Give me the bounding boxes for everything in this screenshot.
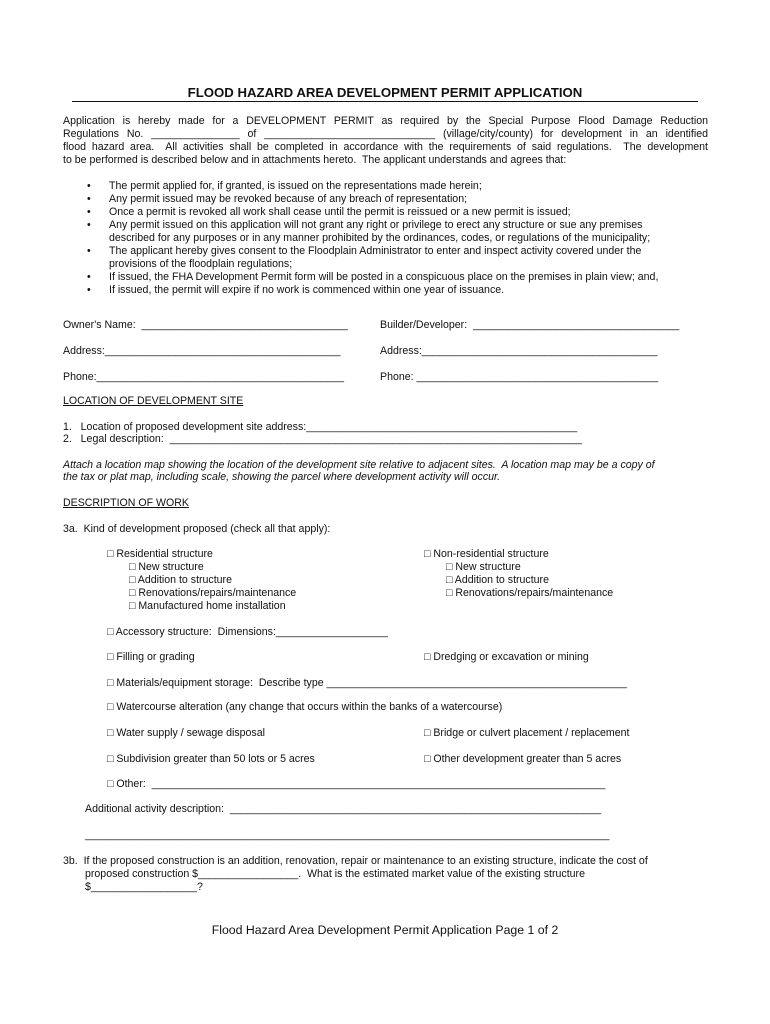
list-item-text: If issued, the permit will expire if no work is commenced within one year of issuance. <box>109 284 505 296</box>
checkbox-icon[interactable]: □ <box>129 600 136 612</box>
owner-phone-field[interactable]: Phone:__________________________________________ <box>63 371 345 383</box>
list-item-text: If issued, the FHA Development Permit form will be posted in a conspicuous place on the premises in plain view; and, <box>109 271 659 283</box>
residential-option[interactable] <box>129 587 296 600</box>
checkbox-icon[interactable]: □ <box>446 587 453 599</box>
bullet-icon: • <box>87 180 91 192</box>
builder-address-field[interactable]: Address:________________________________________ <box>380 345 658 357</box>
checkbox-icon[interactable]: □ <box>107 677 114 689</box>
bullet-icon: • <box>87 271 91 283</box>
checkbox-label: Residential structure <box>116 548 213 560</box>
checkbox-icon[interactable]: □ <box>107 701 114 713</box>
checkbox-icon[interactable]: □ <box>107 548 114 560</box>
checkbox-icon[interactable]: □ <box>107 778 114 790</box>
bridge-checkbox-row[interactable] <box>424 727 629 740</box>
bullet-icon: • <box>87 245 91 257</box>
checkbox-label: Addition to structure <box>454 574 549 586</box>
bullet-icon: • <box>87 284 91 296</box>
checkbox-label: Materials/equipment storage: Describe type ___________________________________________________ <box>116 677 628 689</box>
builder-name-field[interactable]: Builder/Developer: ___________________________________ <box>380 319 680 331</box>
checkbox-label: Non-residential structure <box>433 548 549 560</box>
checkbox-icon[interactable]: □ <box>107 753 114 765</box>
checkbox-icon[interactable]: □ <box>424 727 431 739</box>
list-item <box>63 180 713 193</box>
checkbox-label: Watercourse alteration (any change that occurs within the banks of a watercourse) <box>116 701 503 713</box>
checkbox-icon[interactable]: □ <box>107 727 114 739</box>
checkbox-label: Filling or grading <box>116 651 195 663</box>
filling-checkbox-row[interactable] <box>107 651 195 664</box>
additional-description-field[interactable]: Additional activity description: _______________________________________________________________ <box>85 803 602 815</box>
list-item-text: The applicant hereby gives consent to the Floodplain Administrator to enter and inspect activity covered under the provisions of the floodplain regulations; <box>109 245 642 270</box>
residential-option[interactable] <box>129 600 286 613</box>
checkbox-label: Water supply / sewage disposal <box>116 727 265 739</box>
intro-line: Regulations No. _______________ of _____________________________ (village/city/county) for development in an identified <box>63 128 708 140</box>
checkbox-icon[interactable]: □ <box>129 574 136 586</box>
question-3a: 3a. Kind of development proposed (check all that apply): <box>63 523 331 535</box>
water-supply-checkbox-row[interactable] <box>107 727 265 740</box>
list-item-text: The permit applied for, if granted, is issued on the representations made herein; <box>109 180 482 192</box>
checkbox-icon[interactable]: □ <box>424 753 431 765</box>
location-map-note: Attach a location map showing the location of the development site relative to adjacent sites. A location map may be a copy of <box>63 459 655 471</box>
residential-checkbox-row[interactable] <box>107 548 213 561</box>
checkbox-label: Bridge or culvert placement / replacement <box>433 727 630 739</box>
bullet-icon: • <box>87 219 91 231</box>
nonresidential-option[interactable] <box>446 587 613 600</box>
nonresidential-option[interactable] <box>446 574 549 587</box>
additional-description-field-line2[interactable]: _________________________________________________________________________________________ <box>85 829 610 841</box>
dredging-checkbox-row[interactable] <box>424 651 589 664</box>
list-item <box>63 245 713 271</box>
bullet-icon: • <box>87 206 91 218</box>
list-item-text: Any permit issued may be revoked because of any breach of representation; <box>109 193 468 205</box>
other-checkbox-row[interactable] <box>107 778 605 791</box>
residential-option[interactable] <box>129 561 204 574</box>
checkbox-label: Accessory structure: Dimensions:___________________ <box>115 626 388 638</box>
intro-line: to be performed is described below and in attachments hereto. The applicant understands and agrees that: <box>63 154 567 166</box>
page-footer: Flood Hazard Area Development Permit Application Page 1 of 2 <box>211 923 559 937</box>
site-address-field[interactable]: 1. Location of proposed development site address:______________________________________________ <box>63 421 578 433</box>
owner-name-field[interactable]: Owner's Name: ___________________________________ <box>63 319 348 331</box>
checkbox-label: Other: _____________________________________________________________________________ <box>116 778 606 790</box>
materials-checkbox-row[interactable] <box>107 677 627 690</box>
work-heading: DESCRIPTION OF WORK <box>63 497 189 509</box>
location-map-note: the tax or plat map, including scale, showing the parcel where development activity will occur. <box>63 471 501 483</box>
builder-phone-field[interactable]: Phone: _________________________________________ <box>380 371 659 383</box>
checkbox-label: Subdivision greater than 50 lots or 5 acres <box>116 753 315 765</box>
construction-cost-field[interactable]: proposed construction $_________________. What is the estimated market value of the existing structure <box>85 868 585 880</box>
legal-description-field[interactable]: 2. Legal description: ______________________________________________________________________ <box>63 433 583 445</box>
checkbox-icon[interactable]: □ <box>424 651 431 663</box>
owner-address-field[interactable]: Address:________________________________________ <box>63 345 341 357</box>
checkbox-label: New structure <box>455 561 521 573</box>
list-item <box>63 206 713 219</box>
checkbox-icon[interactable]: □ <box>446 574 453 586</box>
checkbox-icon[interactable]: □ <box>107 626 114 638</box>
intro-paragraph <box>63 115 708 167</box>
list-item <box>63 284 713 297</box>
checkbox-label: New structure <box>138 561 204 573</box>
question-3b: 3b. If the proposed construction is an addition, renovation, repair or maintenance to an existing structure, indicate the cost of <box>63 855 648 867</box>
bullet-icon: • <box>87 193 91 205</box>
list-item <box>63 219 713 245</box>
other-development-checkbox-row[interactable] <box>424 753 621 766</box>
checkbox-label: Dredging or excavation or mining <box>433 651 589 663</box>
list-item-text: Once a permit is revoked all work shall cease until the permit is reissued or a new permit is issued; <box>109 206 571 218</box>
location-heading: LOCATION OF DEVELOPMENT SITE <box>63 395 244 407</box>
market-value-field[interactable]: $__________________? <box>85 881 203 893</box>
checkbox-icon[interactable]: □ <box>446 561 453 573</box>
intro-line: Application is hereby made for a DEVELOPMENT PERMIT as required by the Special Purpose Flood Damage Reduction <box>63 115 708 127</box>
residential-option[interactable] <box>129 574 232 587</box>
nonresidential-option[interactable] <box>446 561 521 574</box>
checkbox-label: Renovations/repairs/maintenance <box>455 587 614 599</box>
checkbox-label: Addition to structure <box>137 574 232 586</box>
checkbox-label: Other development greater than 5 acres <box>433 753 622 765</box>
agreement-list <box>63 180 713 297</box>
subdivision-checkbox-row[interactable] <box>107 753 315 766</box>
accessory-checkbox-row[interactable] <box>107 626 388 639</box>
checkbox-icon[interactable]: □ <box>107 651 114 663</box>
nonresidential-checkbox-row[interactable] <box>424 548 549 561</box>
intro-line: flood hazard area. All activities shall be completed in accordance with the requirements of said regulations. The development <box>63 141 708 153</box>
checkbox-icon[interactable]: □ <box>129 587 136 599</box>
checkbox-label: Manufactured home installation <box>138 600 286 612</box>
page-title: FLOOD HAZARD AREA DEVELOPMENT PERMIT APPLICATION <box>72 84 698 102</box>
list-item-text: Any permit issued on this application will not grant any right or privilege to erect any structure or sue any premises described for any purposes or in any manner prohibited by the ordinances, codes, or regulations of the municipality; <box>109 219 651 244</box>
checkbox-label: Renovations/repairs/maintenance <box>138 587 297 599</box>
list-item <box>63 193 713 206</box>
list-item <box>63 271 713 284</box>
watercourse-checkbox-row[interactable] <box>107 701 502 714</box>
checkbox-icon[interactable]: □ <box>424 548 431 560</box>
checkbox-icon[interactable]: □ <box>129 561 136 573</box>
